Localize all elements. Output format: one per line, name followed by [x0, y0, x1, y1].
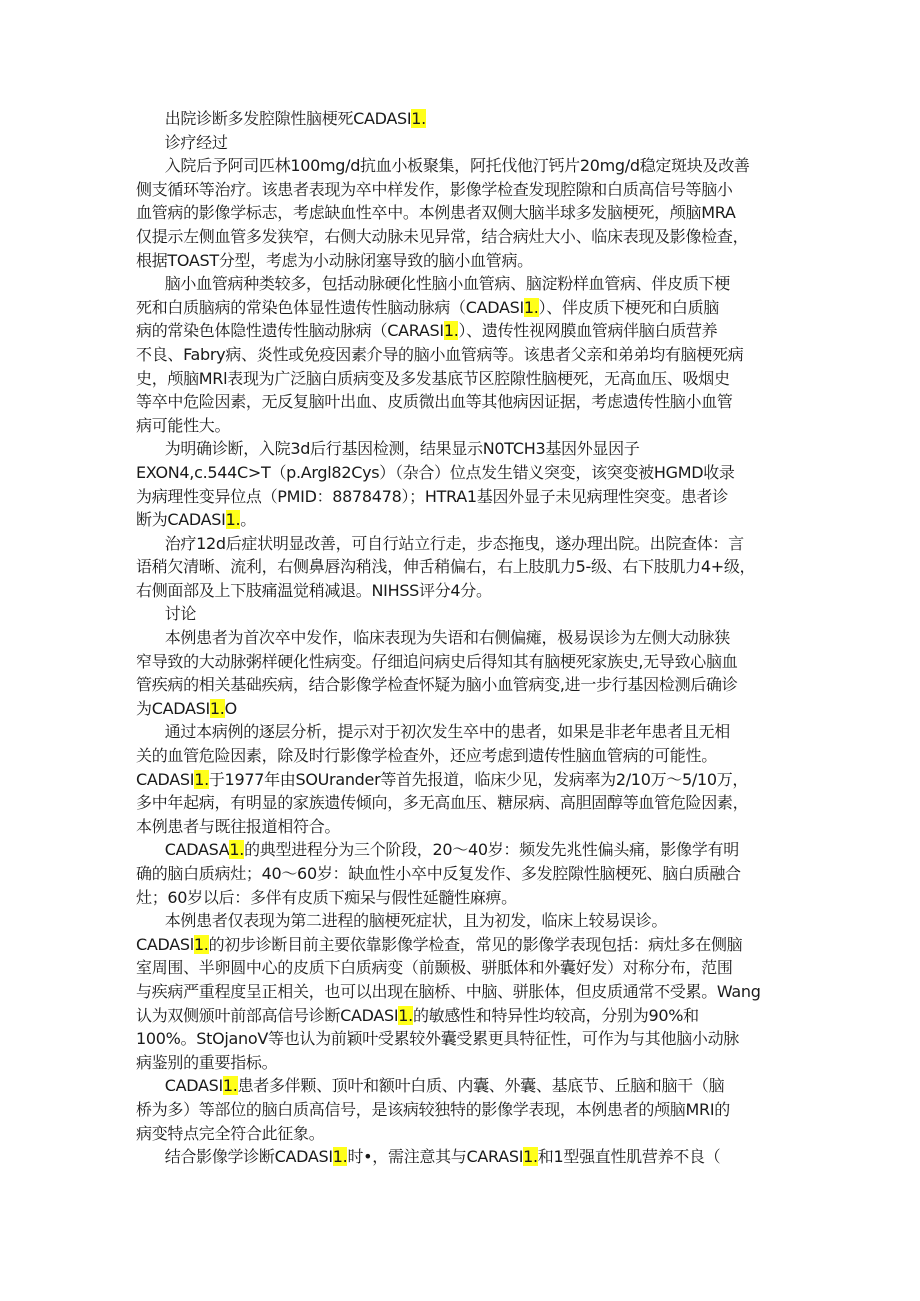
- text-segment: 通过本病例的逐层分析，提示对于初次发生卒中的患者，如果是非老年患者且无相: [136, 722, 730, 742]
- text-segment: 本例患者仅表现为第二进程的脑梗死症状，且为初发，临床上较易误诊。: [136, 911, 668, 931]
- text-line: [136, 225, 792, 249]
- text-segment: 病变特点完全符合此征象。: [136, 1123, 325, 1143]
- text-segment: 确的脑白质病灶；40～60岁：缺血性小卒中反复发作、多发腔隙性脑梗死、脑白质融合: [136, 864, 741, 883]
- text-line: [136, 201, 792, 225]
- text-segment: 治疗12d后症状明显改善，可自行站立行走，步态拖曳，遂办理出院。出院查体：言: [136, 533, 744, 553]
- highlight-mark: 1.: [443, 321, 459, 341]
- text-segment: 侧支循环等治疗。该患者表现为卒中样发作，影像学检查发现腔隙和白质高信号等脑小: [136, 179, 733, 199]
- text-line: [136, 768, 792, 792]
- text-segment: 脑小血管病种类较多，包括动脉硬化性脑小血管病、脑淀粉样血管病、伴皮质下梗: [136, 274, 730, 294]
- text-line: [136, 249, 792, 273]
- text-line: [136, 650, 792, 674]
- text-segment: 病的常染色体隐性遗传性脑动脉病（CARASI: [136, 321, 444, 341]
- highlight-mark: 1.: [398, 1005, 413, 1025]
- highlight-mark: 1.: [411, 109, 426, 128]
- text-segment: 于1977年由SOUrander等首先报道，临床少见，发病率为2/10万～5/10万，: [208, 769, 749, 789]
- highlight-mark: 1.: [209, 698, 225, 718]
- text-segment: 出院诊断多发腔隙性脑梗死CADASI: [136, 109, 412, 128]
- highlight-mark: 1.: [523, 297, 539, 317]
- text-segment: EXON4,c.544C>T（p.Argl82Cys）（杂合）位点发生错义突变，该突变被HGMD收录: [136, 462, 735, 482]
- text-segment: 室周围、半卵圆中心的皮质下白质病变（前颞极、骈胝体和外囊好发）对称分布，范围: [136, 958, 733, 978]
- text-segment: 桥为多）等部位的脑白质高信号，是该病较独特的影像学表现，本例患者的颅脑MRI的: [136, 1099, 730, 1119]
- text-line: [136, 1074, 792, 1098]
- highlight-mark: 1.: [332, 1147, 348, 1167]
- text-line: [136, 744, 792, 768]
- text-line: [136, 1122, 792, 1146]
- text-line: [136, 485, 792, 509]
- highlight-mark: 1.: [225, 510, 241, 530]
- text-line: [136, 390, 792, 414]
- text-segment: ）、遗传性视网膜血管病伴脑白质营养: [458, 321, 718, 341]
- text-segment: 死和白质脑病的常染色体显性遗传性脑动脉病（CADASI: [136, 297, 524, 317]
- text-line: [136, 980, 792, 1004]
- text-segment: 结合影像学诊断CADASI: [136, 1147, 333, 1167]
- text-segment: 断为CADASI: [136, 510, 226, 530]
- text-line: [136, 886, 792, 910]
- highlight-mark: 1.: [222, 1076, 238, 1096]
- text-line: [136, 414, 792, 438]
- text-segment: ）、伴皮质下梗死和白质脑: [538, 297, 719, 317]
- text-line: [136, 437, 792, 461]
- text-line: [136, 1098, 792, 1122]
- text-line: [136, 178, 792, 202]
- text-segment: 本例患者为首次卒中发作，临床表现为失语和右侧偏瘫，极易误诊为左侧大动脉狭: [136, 628, 730, 648]
- text-segment: 讨论: [136, 604, 197, 624]
- text-line: [136, 367, 792, 391]
- text-segment: CADASA: [136, 840, 230, 860]
- text-segment: 史，颅脑MRl表现为广泛脑白质病变及多发基底节区腔隙性脑梗死，无高血压、吸烟史: [136, 368, 730, 388]
- text-line: [136, 555, 792, 579]
- text-segment: 和1型强直性肌营养不良（: [537, 1147, 721, 1167]
- highlight-mark: 1.: [523, 1147, 538, 1167]
- text-segment: 诊疗经过: [136, 132, 228, 152]
- text-segment: 100%。StOjanoV等也认为前颖叶受累较外囊受累更具特征性，可作为与其他脑小动脉: [136, 1029, 739, 1049]
- text-line: [136, 602, 792, 626]
- text-segment: CADASI: [136, 769, 195, 789]
- text-segment: 本例患者与既往报道相符合。: [136, 816, 341, 836]
- text-segment: 为明确诊断，入院3d后行基因检测，结果显示N0TCH3基因外显因子: [136, 439, 640, 459]
- text-line: [136, 933, 792, 957]
- text-line: [136, 508, 792, 532]
- text-segment: 病可能性大。: [136, 415, 231, 435]
- text-line: [136, 697, 792, 721]
- text-segment: 为CADASI: [136, 698, 210, 718]
- highlight-mark: 1.: [194, 769, 209, 789]
- text-segment: 为病理性变异位点（PMID：8878478）；HTRA1基因外显子未见病理性突变。患者诊: [136, 486, 728, 506]
- text-segment: 血管病的影像学标志，考虑缺血性卒中。本例患者双侧大脑半球多发脑梗死，颅脑MRA: [136, 203, 736, 223]
- text-line: [136, 1027, 792, 1051]
- text-segment: 时•，需注意其与CARASI: [347, 1147, 524, 1167]
- text-line: [136, 272, 792, 296]
- text-line: [136, 461, 792, 485]
- text-segment: 病鉴别的重要指标。: [136, 1052, 278, 1072]
- text-line: [136, 154, 792, 178]
- text-line: [136, 1051, 792, 1075]
- text-segment: 的敏感性和特异性均较高，分别为90%和: [412, 1005, 699, 1025]
- text-line: [136, 296, 792, 320]
- text-line: [136, 1145, 792, 1169]
- text-line: [136, 319, 792, 343]
- text-line: [136, 131, 792, 155]
- text-line: [136, 673, 792, 697]
- text-segment: 语稍欠清晰、流利，右侧鼻唇沟稍浅，伸舌稍偏右，右上肢肌力5-级、右下肢肌力4+级，: [136, 557, 756, 577]
- text-segment: 关的血管危险因素，除及时行影像学检查外，还应考虑到遗传性脑血管病的可能性。: [136, 746, 717, 766]
- document-body: [136, 107, 792, 1169]
- text-segment: 入院后予阿司匹林100mg/d抗血小板聚集，阿托伐他汀钙片20mg/d稳定斑块及改善: [136, 156, 750, 176]
- text-segment: 根据TOAST分型，考虑为小动脉闭塞导致的脑小血管病。: [136, 250, 533, 270]
- text-segment: CADASI: [136, 1076, 223, 1096]
- text-segment: 的初步诊断目前主要依靠影像学检查，常见的影像学表现包括：病灶多在侧脑: [208, 934, 743, 954]
- text-segment: 右侧面部及上下肢痛温觉稍减退。NIHSS评分4分。: [136, 580, 492, 600]
- text-segment: O: [224, 698, 237, 718]
- text-line: [136, 720, 792, 744]
- text-segment: 的典型进程分为三个阶段，20～40岁：频发先兆性偏头痛，影像学有明: [244, 840, 739, 860]
- highlight-mark: 1.: [193, 934, 209, 954]
- text-segment: CADASl: [136, 934, 194, 954]
- text-segment: 不良、Fabry病、炎性或免疫因素介导的脑小血管病等。该患者父亲和弟弟均有脑梗死病: [136, 344, 744, 364]
- text-line: [136, 626, 792, 650]
- text-segment: 。: [240, 510, 256, 530]
- text-segment: 等卒中危险因素，无反复脑叶出血、皮质微出血等其他病因证据，考虑遗传性脑小血管: [136, 392, 733, 412]
- text-segment: 仅提示左侧血管多发狭窄，右侧大动脉未见异常，结合病灶大小、临床表现及影像检查，: [136, 226, 749, 246]
- text-segment: 多中年起病，有明显的家族遗传倾向，多无高血压、糖尿病、高胆固醇等血管危险因素，: [136, 793, 749, 813]
- text-segment: 患者多伴颗、顶叶和额叶白质、内囊、外囊、基底节、丘脑和脑干（脑: [237, 1076, 725, 1096]
- text-segment: 与疾病严重程度呈正相关，也可以出现在脑桥、中脑、骈胀体，但皮质通常不受累。Wang: [136, 981, 761, 1001]
- text-line: [136, 343, 792, 367]
- text-line: [136, 862, 792, 886]
- text-line: [136, 107, 792, 131]
- text-line: [136, 956, 792, 980]
- text-line: [136, 815, 792, 839]
- highlight-mark: 1.: [229, 840, 245, 860]
- text-line: [136, 909, 792, 933]
- text-line: [136, 532, 792, 556]
- text-line: [136, 579, 792, 603]
- text-line: [136, 1004, 792, 1028]
- text-segment: 窄导致的大动脉粥样硬化性病变。仔细追问病史后得知其有脑梗死家族史,无导致心脑血: [136, 651, 738, 671]
- text-line: [136, 791, 792, 815]
- text-line: [136, 838, 792, 862]
- text-segment: 管疾病的相关基础疾病，结合影像学检查怀疑为脑小血管病变,进一步行基因检测后确诊: [136, 675, 738, 695]
- text-segment: 认为双侧颁叶前部高信号诊断CADASI: [136, 1005, 399, 1025]
- text-segment: 灶；60岁以后：多伴有皮质下痴呆与假性延髓性麻痹。: [136, 887, 517, 907]
